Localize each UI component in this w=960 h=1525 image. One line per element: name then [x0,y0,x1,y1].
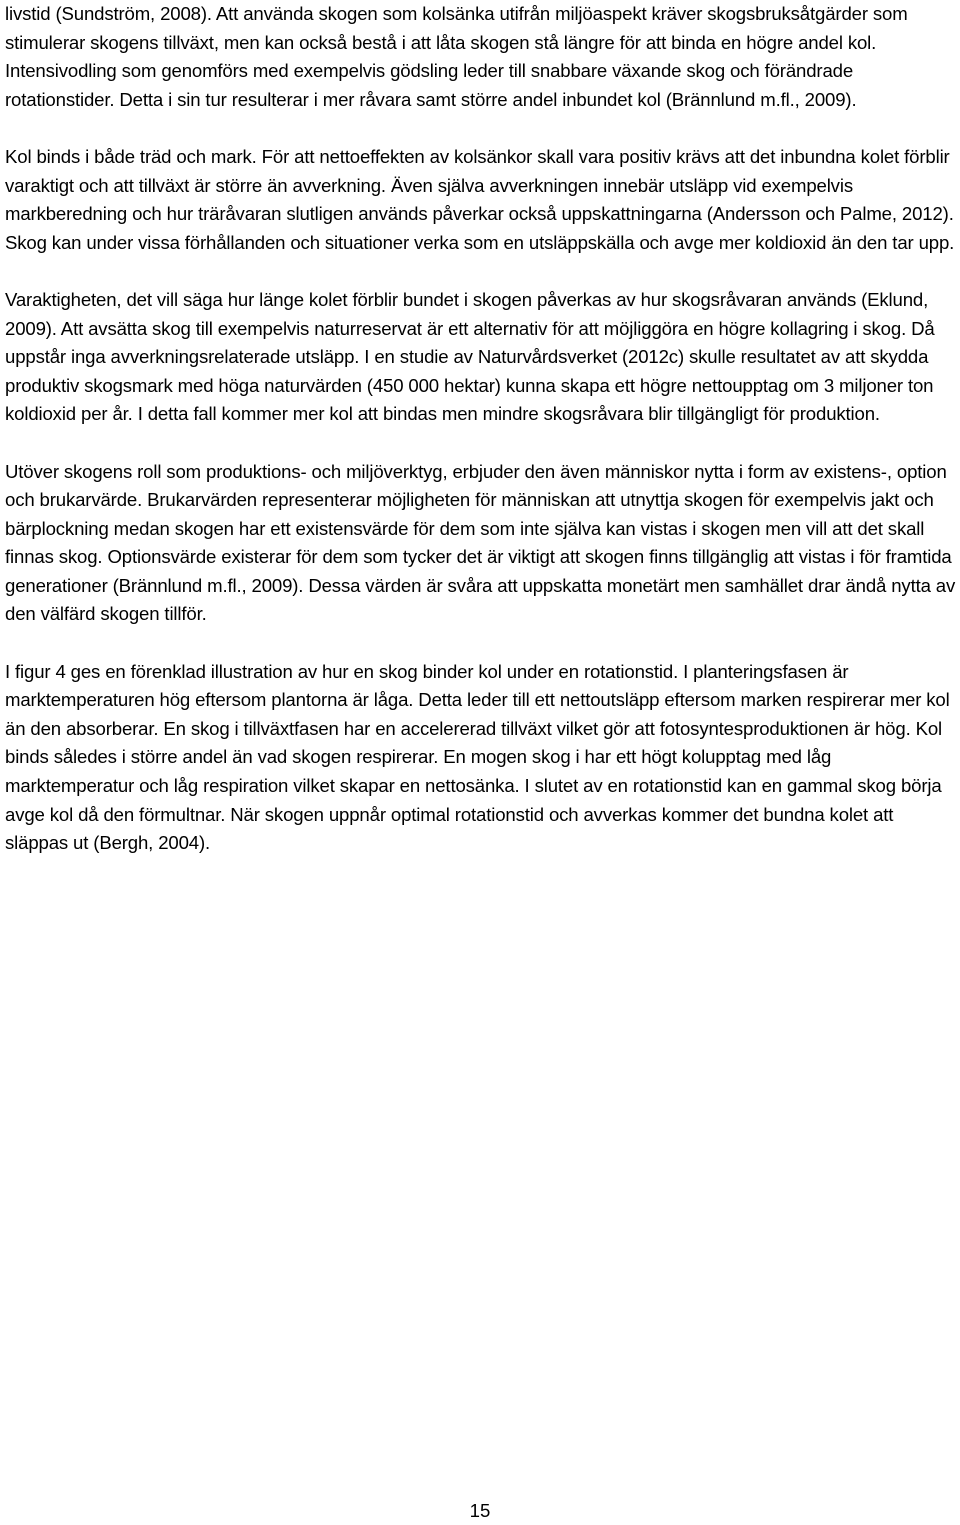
paragraph-spacer [5,629,957,658]
paragraph-carbon-sink-forestry: livstid (Sundström, 2008). Att använda skogen som kolsänka utifrån miljöaspekt kräver skogsbruksåtgärder som stimulerar skogens tillväxt, men kan också bestå i att låta skogen stå längre för att binda en högre andel kol. Intensivodling som genomförs med exempelvis gödsling leder till snabbare växande skog och förändrade rotationstider. Detta i sin tur resulterar i mer råvara samt större andel inbundet kol (Brännlund m.fl., 2009). [5,3,908,110]
paragraph-forest-values: Utöver skogens roll som produktions- och miljöverktyg, erbjuder den även människor nytta i form av existens-, option och brukarvärde. Brukarvärden representerar möjligheten för människan att utnyttja skogen för exempelvis jakt och bärplockning medan skogen har ett existensvärde för dem som inte själva kan vistas i skogen men vill att det skall finnas skog. Optionsvärde existerar för dem som tycker det är viktigt att skogen finns tillgänglig att vistas i för framtida generationer (Brännlund m.fl., 2009). Dessa värden är svåra att uppskatta monetärt men samhället drar ändå nytta av den välfärd skogen tillför. [5,460,956,625]
paragraph-spacer [5,114,957,143]
paragraph-figure-description: I figur 4 ges en förenklad illustration av hur en skog binder kol under en rotationstid. I planteringsfasen är marktemperaturen hög eftersom plantorna är låga. Detta leder till ett nettoutsläpp eftersom marken respirerar mer kol än den absorberar. En skog i tillväxtfasen har en accelererad tillväxt vilket gör att fotosyntesproduktionen är hög. Kol binds således i större andel än vad skogen respirerar. En mogen skog i har ett högt kolupptag med låg marktemperatur och låg respiration vilket skapar en nettosänka. I slutet av en rotationstid kan en gammal skog börja avge kol då den förmultnar. När skogen uppnår optimal rotationstid och avverkas kommer det bundna kolet att släppas ut (Bergh, 2004). [5,660,950,854]
paragraph-spacer [5,257,957,286]
document-page [5,0,957,858]
paragraph-spacer [5,429,957,458]
paragraph-durability: Varaktigheten, det vill säga hur länge kolet förblir bundet i skogen påverkas av hur skogsråvaran används (Eklund, 2009). Att avsätta skog till exempelvis naturreservat är ett alternativ för att möjliggöra en högre kollagring i skog. Då uppstår inga avverkningsrelaterade utsläpp. I en studie av Naturvårdsverket (2012c) skulle resultatet av att skydda produktiv skogsmark med höga naturvärden (450 000 hektar) kunna skapa ett högre nettoupptag om 3 miljoner ton koldioxid per år. I detta fall kommer mer kol att bindas men mindre skogsråvara blir tillgängligt för produktion. [5,288,935,425]
page-number: 15 [469,1500,491,1521]
paragraph-carbon-binding: Kol binds i både träd och mark. För att nettoeffekten av kolsänkor skall vara positiv krävs att det inbundna kolet förblir varaktigt och att tillväxt är större än avverkning. Även själva avverkningen innebär utsläpp vid exempelvis markberedning och hur träråvaran slutligen används påverkar också uppskattningarna (Andersson och Palme, 2012). Skog kan under vissa förhållanden och situationer verka som en utsläppskälla och avge mer koldioxid än den tar upp. [5,145,955,253]
